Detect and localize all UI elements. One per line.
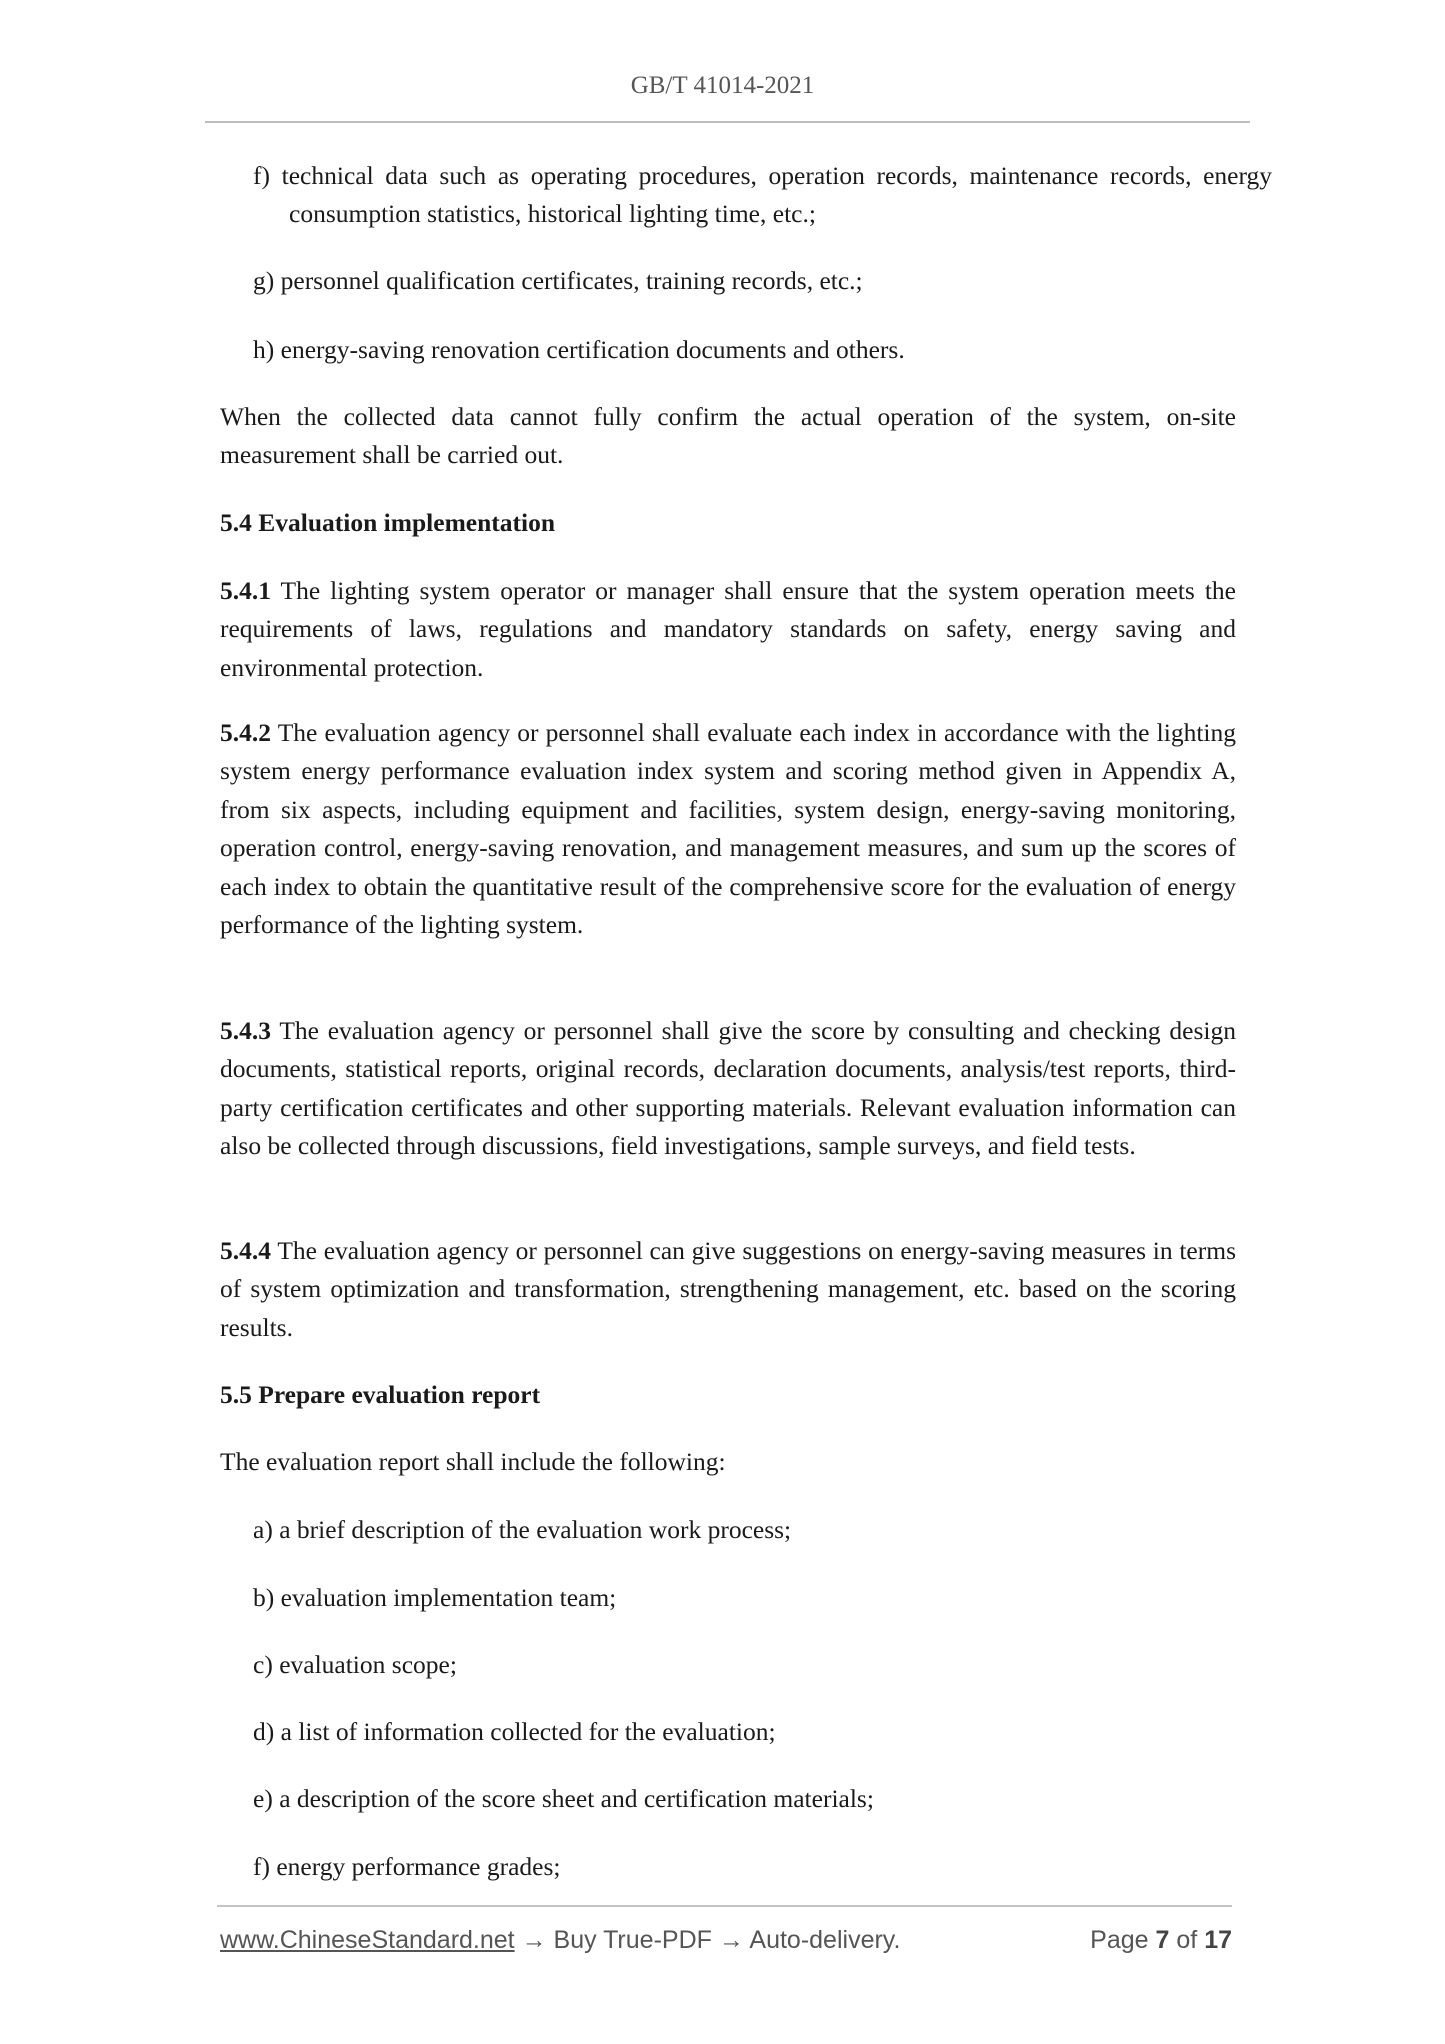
header-divider [205,121,1250,123]
section-heading-5-4: 5.4 Evaluation implementation [220,508,556,537]
total-pages: 17 [1204,1926,1232,1954]
footer-divider [217,1905,1232,1907]
list-item-e: e) a description of the score sheet and certification materials; [253,1784,874,1813]
paragraph-report-intro: The evaluation report shall include the following: [220,1447,726,1476]
current-page: 7 [1155,1926,1170,1954]
section-heading-5-5: 5.5 Prepare evaluation report [220,1380,541,1409]
list-item-d: d) a list of information collected for the evaluation; [253,1717,776,1746]
list-item-h: h) energy-saving renovation certification documents and others. [253,335,905,364]
list-item-a: a) a brief description of the evaluation work process; [253,1515,792,1544]
footer-promo-text: → Buy True-PDF → Auto-delivery. [514,1926,901,1954]
clause-5-4-1: 5.4.1 The lighting system operator or manager shall ensure that the system operation meets the requirements of laws, regulations and mandatory standards on safety, energy saving and environmental protection. [220,576,1236,682]
clause-5-4-3: 5.4.3 The evaluation agency or personnel shall give the score by consulting and checking design documents, statistical reports, original records, declaration documents, analysis/test reports, third-party certification certificates and other supporting materials. Relevant evaluation information can also be collected through discussions, field investigations, sample surveys, and field tests. [220,1016,1236,1161]
website-link[interactable]: www.ChineseStandard.net [220,1926,515,1954]
clause-5-4-2: 5.4.2 The evaluation agency or personnel shall evaluate each index in accordance with the lighting system energy performance evaluation index system and scoring method given in Appendix A, from six aspects, including equipment and facilities, system design, energy-saving monitoring, operation control, energy-saving renovation, and management measures, and sum up the scores of each index to obtain the quantitative result of the comprehensive score for the evaluation of energy performance of the lighting system. [220,718,1236,940]
paragraph-onsite-measurement: When the collected data cannot fully confirm the actual operation of the system, on-site measurement shall be carried out. [220,402,1236,470]
list-item-c: c) evaluation scope; [253,1650,457,1679]
list-item-g: g) personnel qualification certificates, training records, etc.; [253,266,863,295]
list-item-f: f) technical data such as operating procedures, operation records, maintenance records, energy consumption statistics, historical lighting time, etc.; [253,161,1272,229]
list-item-f2: f) energy performance grades; [253,1852,561,1881]
page-indicator: Page 7 of 17 [1090,1926,1232,1954]
list-item-b: b) evaluation implementation team; [253,1583,617,1612]
footer [220,1926,1232,1955]
footer-promo [220,1926,900,1955]
clause-5-4-4: 5.4.4 The evaluation agency or personnel can give suggestions on energy-saving measures in terms of system optimization and transformation, strengthening management, etc. based on the scoring results. [220,1236,1236,1342]
document-id-header: GB/T 41014-2021 [630,72,815,99]
